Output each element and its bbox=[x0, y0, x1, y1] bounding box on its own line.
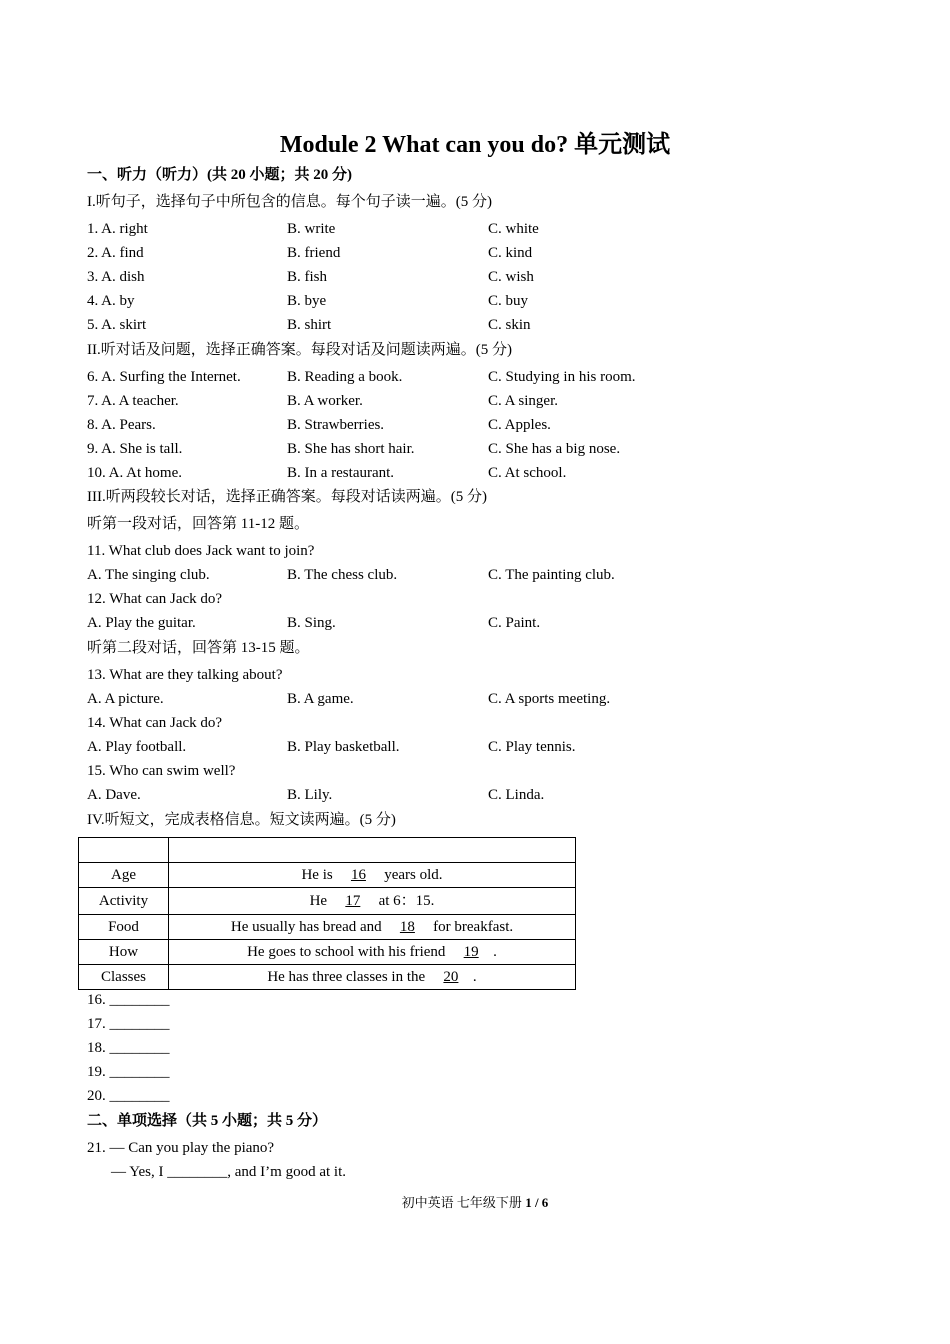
answer-blank: 16 bbox=[350, 867, 366, 883]
question-stem: 21. — Can you play the piano? bbox=[87, 1140, 275, 1156]
option-b: B. shirt bbox=[287, 317, 332, 333]
page-number: 1 / 6 bbox=[525, 1195, 549, 1210]
option-a: 3. A. dish bbox=[87, 269, 145, 285]
option-b: B. fish bbox=[287, 269, 328, 285]
option-a: 2. A. find bbox=[87, 245, 144, 261]
option-c: C. At school. bbox=[488, 465, 567, 481]
option-c: C. She has a big nose. bbox=[488, 441, 621, 457]
answer-blank: 17 bbox=[345, 893, 361, 909]
option-b: B. Strawberries. bbox=[287, 417, 385, 433]
row-key: Food bbox=[79, 915, 169, 940]
table-header-row bbox=[79, 838, 576, 863]
table-row bbox=[79, 888, 576, 915]
option-a: A. The singing club. bbox=[87, 567, 210, 583]
option-c: C. A sports meeting. bbox=[488, 691, 611, 707]
part3-instruction: III.听两段较长对话，选择正确答案。每段对话读两遍。(5 分) bbox=[87, 489, 487, 505]
option-c: C. Linda. bbox=[488, 787, 545, 803]
table-row bbox=[79, 863, 576, 888]
dialog2-note: 听第二段对话，回答第 13-15 题。 bbox=[87, 640, 310, 656]
option-c: C. wish bbox=[488, 269, 534, 285]
answer-blank: 19 bbox=[463, 944, 479, 960]
part1-instruction: I.听句子，选择句子中所包含的信息。每个句子读一遍。(5 分) bbox=[87, 194, 492, 210]
option-b: B. A game. bbox=[287, 691, 354, 707]
row-key: Age bbox=[79, 863, 169, 888]
question-line: — Yes, I ________, and I’m good at it. bbox=[111, 1164, 346, 1180]
option-a: A. A picture. bbox=[87, 691, 164, 707]
option-c: C. Studying in his room. bbox=[488, 369, 636, 385]
info-table bbox=[78, 837, 576, 990]
option-b: B. In a restaurant. bbox=[287, 465, 395, 481]
option-b: B. Play basketball. bbox=[287, 739, 400, 755]
part4-instruction: IV.听短文，完成表格信息。短文读两遍。(5 分) bbox=[87, 812, 396, 828]
option-c: C. The painting club. bbox=[488, 567, 615, 583]
option-b: B. Lily. bbox=[287, 787, 333, 803]
part2-instruction: II.听对话及问题，选择正确答案。每段对话及问题读两遍。(5 分) bbox=[87, 342, 512, 358]
option-a: 8. A. Pears. bbox=[87, 417, 156, 433]
row-value: He 17 at 6：15. bbox=[169, 888, 576, 915]
question-stem: 14. What can Jack do? bbox=[87, 715, 223, 731]
option-a: A. Dave. bbox=[87, 787, 141, 803]
page-title: Module 2 What can you do? 单元测试 bbox=[279, 132, 671, 158]
row-value: He goes to school with his friend 19 . bbox=[169, 940, 576, 965]
option-b: B. bye bbox=[287, 293, 327, 309]
row-value: He usually has bread and 18 for breakfast. bbox=[169, 915, 576, 940]
option-a: A. Play football. bbox=[87, 739, 187, 755]
page-footer bbox=[0, 1192, 950, 1211]
option-c: C. Paint. bbox=[488, 615, 541, 631]
option-c: C. white bbox=[488, 221, 539, 237]
row-key: Activity bbox=[79, 888, 169, 915]
answer-blank: 18 bbox=[399, 919, 415, 935]
option-a: 5. A. skirt bbox=[87, 317, 147, 333]
dialog1-note: 听第一段对话，回答第 11-12 题。 bbox=[87, 516, 309, 532]
table-row bbox=[79, 915, 576, 940]
option-b: B. A worker. bbox=[287, 393, 363, 409]
question-stem: 12. What can Jack do? bbox=[87, 591, 223, 607]
option-c: C. Apples. bbox=[488, 417, 551, 433]
answer-line[interactable]: 16. ________ bbox=[87, 992, 170, 1008]
row-key: Classes bbox=[79, 965, 169, 990]
question-stem: 13. What are they talking about? bbox=[87, 667, 283, 683]
answer-line[interactable]: 18. ________ bbox=[87, 1040, 170, 1056]
option-c: C. skin bbox=[488, 317, 531, 333]
answer-line[interactable]: 19. ________ bbox=[87, 1064, 170, 1080]
row-value: He is 16 years old. bbox=[169, 863, 576, 888]
option-b: B. She has short hair. bbox=[287, 441, 415, 457]
option-b: B. The chess club. bbox=[287, 567, 398, 583]
option-a: 1. A. right bbox=[87, 221, 148, 237]
table-row bbox=[79, 965, 576, 990]
section2-heading: 二、单项选择（共 5 小题；共 5 分） bbox=[87, 1113, 328, 1129]
option-b: B. Sing. bbox=[287, 615, 336, 631]
option-a: 7. A. A teacher. bbox=[87, 393, 179, 409]
option-b: B. Reading a book. bbox=[287, 369, 403, 385]
option-a: A. Play the guitar. bbox=[87, 615, 196, 631]
question-stem: 15. Who can swim well? bbox=[87, 763, 236, 779]
table-row bbox=[79, 940, 576, 965]
option-a: 4. A. by bbox=[87, 293, 135, 309]
answer-line[interactable]: 17. ________ bbox=[87, 1016, 170, 1032]
option-a: 9. A. She is tall. bbox=[87, 441, 183, 457]
table-cell bbox=[169, 838, 576, 863]
option-b: B. write bbox=[287, 221, 336, 237]
footer-text: 初中英语 七年级下册 bbox=[401, 1195, 526, 1210]
option-a: 10. A. At home. bbox=[87, 465, 183, 481]
row-value: He has three classes in the 20 . bbox=[169, 965, 576, 990]
answer-blank: 20 bbox=[443, 969, 459, 985]
table-cell bbox=[79, 838, 169, 863]
option-c: C. A singer. bbox=[488, 393, 559, 409]
section1-heading: 一、听力（听力）(共 20 小题；共 20 分) bbox=[87, 167, 352, 183]
option-c: C. kind bbox=[488, 245, 533, 261]
option-c: C. Play tennis. bbox=[488, 739, 576, 755]
option-c: C. buy bbox=[488, 293, 529, 309]
row-key: How bbox=[79, 940, 169, 965]
answer-line[interactable]: 20. ________ bbox=[87, 1088, 170, 1104]
question-stem: 11. What club does Jack want to join? bbox=[87, 543, 315, 559]
option-a: 6. A. Surfing the Internet. bbox=[87, 369, 241, 385]
option-b: B. friend bbox=[287, 245, 341, 261]
